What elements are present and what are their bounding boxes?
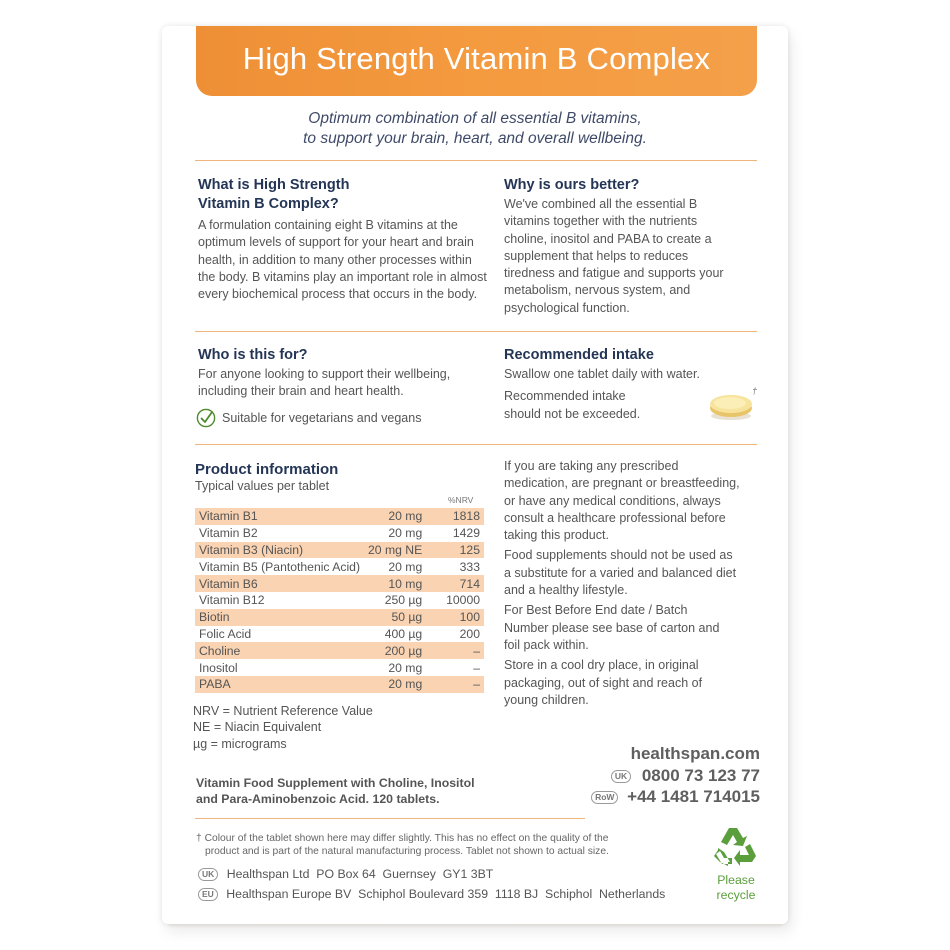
nutrient-nrv: 10000 (446, 593, 480, 608)
legend-item: NRV = Nutrient Reference Value (193, 704, 373, 718)
footnote-line-1: † Colour of the tablet shown here may differ slightly. This has no effect on the quality of the (196, 833, 609, 844)
legend-item: NE = Niacin Equivalent (193, 720, 322, 735)
divider (195, 444, 757, 445)
uk-phone-link[interactable]: 0800 73 123 77 (641, 766, 760, 785)
uk-phone-row (611, 766, 760, 786)
tagline-line-2: to support your brain, heart, and overall wellbeing. (303, 130, 647, 147)
nutrient-name: Vitamin B2 (199, 526, 258, 541)
table-row (195, 592, 484, 609)
what-is-body: A formulation containing eight B vitamins at the optimum levels of support for your heart and brain health, in addition to many other processes within the body. B vitamins play an important role in almost every biochemical process that occurs in the body. (198, 218, 487, 302)
legend-item: µg = micrograms (193, 736, 287, 751)
uk-address-badge: UK (198, 868, 218, 881)
table-row (195, 575, 484, 592)
divider (195, 818, 585, 819)
nutrient-amount: 20 mg (388, 526, 423, 541)
what-is-heading-2: Vitamin B Complex? (198, 196, 339, 212)
nutrient-nrv: 714 (426, 575, 484, 592)
nutrient-nrv: – (426, 676, 484, 693)
product-description (196, 775, 475, 807)
footnote-line-2: product and is part of the natural manufacturing process. Tablet not shown to actual size. (205, 846, 609, 857)
description-line-1: Vitamin Food Supplement with Choline, Inositol (196, 776, 475, 790)
table-row (195, 525, 484, 542)
nutrient-name: Vitamin B1 (195, 508, 364, 525)
intake-dagger: † (752, 386, 758, 396)
eu-address-row (198, 887, 665, 901)
why-better-section (504, 176, 736, 317)
nutrient-name: Vitamin B5 (Pantothenic Acid) (199, 559, 361, 574)
nutrient-name: Inositol (199, 660, 238, 675)
nrv-legend (193, 703, 373, 752)
intake-line-2: Recommended intake should not be exceeded. (504, 389, 641, 421)
nutrient-name: Folic Acid (199, 626, 252, 641)
nutrient-amount: 20 mg NE (364, 542, 426, 559)
who-for-section (198, 346, 488, 401)
table-row (195, 676, 484, 693)
nutrient-nrv: 200 (459, 626, 480, 641)
nutrient-amount: 400 µg (384, 626, 423, 641)
website-link[interactable]: healthspan.com (630, 744, 760, 763)
nutrient-nrv: 333 (459, 559, 480, 574)
nutrient-amount: 20 mg (388, 559, 423, 574)
eu-address: Healthspan Europe BV Schiphol Boulevard 359 1118 BJ Schiphol Netherlands (226, 887, 666, 901)
table-row (195, 659, 484, 676)
recycle-icon (712, 824, 760, 868)
suitable-text: Suitable for vegetarians and vegans (222, 411, 422, 425)
product-title: High Strength Vitamin B Complex (242, 41, 711, 76)
nutrient-amount: 20 mg (388, 660, 423, 675)
advice-paragraph: Store in a cool dry place, in original packaging, out of sight and reach of young children. (504, 658, 703, 707)
uk-address-row (198, 867, 493, 881)
what-is-section (198, 176, 488, 303)
nutrition-table (195, 508, 484, 693)
nutrient-amount: 20 mg (364, 676, 426, 693)
nutrient-amount: 20 mg (364, 508, 426, 525)
nutrient-amount: 10 mg (364, 575, 426, 592)
who-for-heading: Who is this for? (198, 347, 308, 363)
eu-address-badge: EU (198, 888, 218, 901)
advice-paragraph: If you are taking any prescribed medication, are pregnant or breastfeeding, or have any medical conditions, always consult a healthcare professional before taking this product. (504, 459, 740, 543)
divider (195, 331, 757, 332)
nutrient-name: Vitamin B12 (199, 593, 265, 608)
why-better-body: We've combined all the essential B vitamins together with the nutrients choline, inositol and PABA to create a supplement that helps to reduces tiredness and fatigue and supports your metabolism, nervous system, and psychological function. (504, 197, 724, 315)
nutrient-nrv: 1429 (452, 526, 480, 541)
nutrient-name: PABA (195, 676, 364, 693)
tablet-image-icon (706, 390, 756, 422)
intake-heading: Recommended intake (504, 347, 654, 363)
why-better-heading: Why is ours better? (504, 177, 640, 193)
intake-line-1: Swallow one tablet daily with water. (504, 367, 700, 381)
nrv-column-header: %NRV (448, 495, 474, 505)
nutrient-name: Vitamin B3 (Niacin) (195, 542, 364, 559)
nutrient-name: Biotin (195, 609, 364, 626)
advice-section (504, 458, 744, 709)
uk-address: Healthspan Ltd PO Box 64 Guernsey GY1 3BT (226, 867, 494, 881)
row-badge: RoW (591, 791, 618, 804)
title-banner (196, 26, 757, 96)
table-row (195, 626, 484, 643)
recycle-label (705, 873, 767, 902)
recycle-line-1: Please (717, 873, 755, 887)
divider (195, 160, 757, 161)
nutrient-nrv: – (473, 660, 480, 675)
nutrient-amount: 50 µg (364, 609, 426, 626)
who-for-body: For anyone looking to support their wellbeing, including their brain and heart health. (198, 367, 451, 399)
product-info-subheading: Typical values per tablet (195, 479, 330, 493)
nutrient-nrv: 125 (426, 542, 484, 559)
advice-paragraph: For Best Before End date / Batch Number please see base of carton and foil pack within. (504, 603, 720, 652)
what-is-heading-1: What is High Strength (198, 177, 350, 193)
table-row (195, 508, 484, 525)
table-row (195, 642, 484, 659)
nutrient-nrv: 1818 (426, 508, 484, 525)
row-phone-row (591, 787, 760, 807)
nutrient-nrv: 100 (426, 609, 484, 626)
nutrient-name: Choline (195, 642, 364, 659)
footnote (196, 832, 609, 858)
nutrient-amount: 200 µg (364, 642, 426, 659)
uk-badge: UK (611, 770, 631, 783)
description-line-2: and Para-Aminobenzoic Acid. 120 tablets. (196, 792, 440, 806)
table-row (195, 542, 484, 559)
table-row (195, 558, 484, 575)
vegetarian-check-icon (196, 408, 216, 428)
product-info-title: Product information (195, 461, 339, 478)
product-info-heading (195, 461, 338, 478)
nutrient-name: Vitamin B6 (195, 575, 364, 592)
nutrient-nrv: – (426, 642, 484, 659)
advice-paragraph: Food supplements should not be used as a substitute for a varied and balanced diet and a healthy lifestyle. (504, 548, 737, 598)
row-phone-link[interactable]: +44 1481 714015 (627, 787, 760, 806)
table-row (195, 609, 484, 626)
tagline-line-1: Optimum combination of all essential B vitamins, (308, 110, 642, 127)
recycle-line-2: recycle (716, 887, 756, 902)
nutrient-amount: 250 µg (384, 593, 423, 608)
